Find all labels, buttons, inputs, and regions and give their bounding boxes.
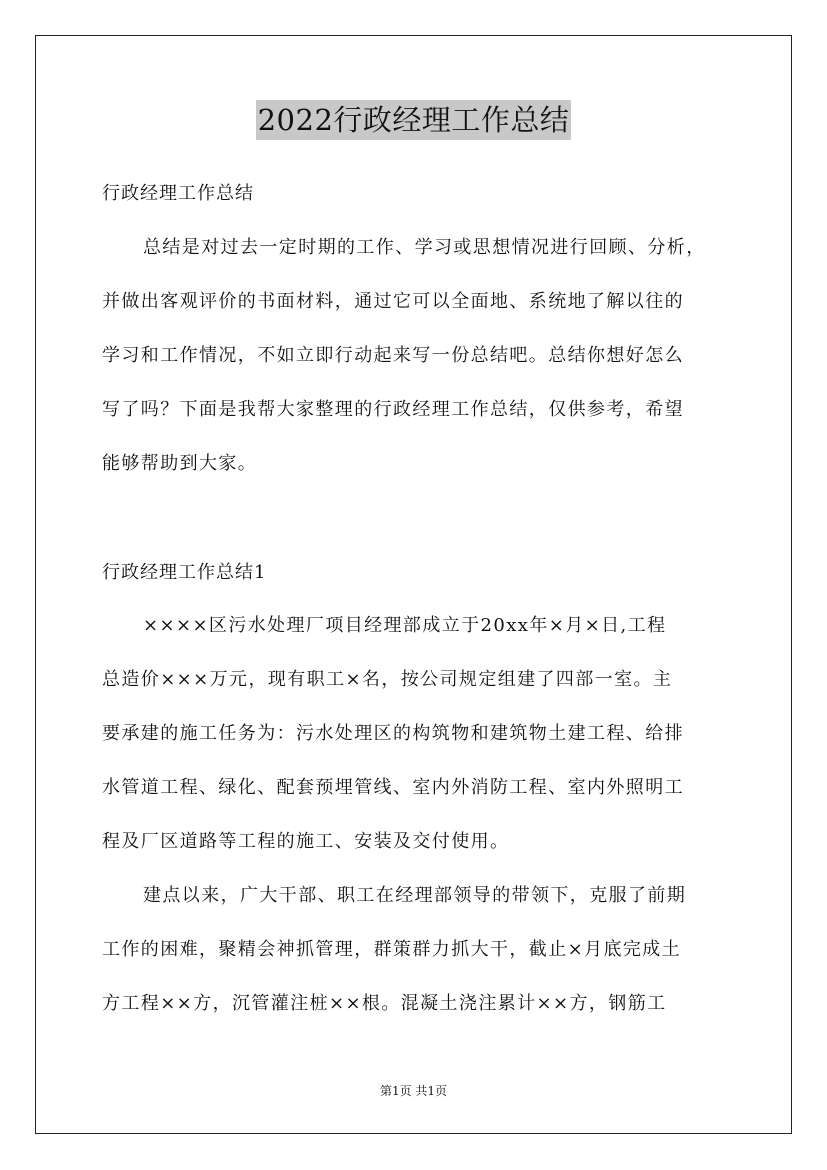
paragraph-line: 总结是对过去一定时期的工作、学习或思想情况进行回顾、分析， [143,237,706,258]
paragraph-line: 学习和工作情况，不如立即行动起来写一份总结吧。总结你想好怎么 [102,345,684,366]
document-title: 2022行政经理工作总结 [256,100,572,140]
title-container [0,100,827,140]
paragraph-line: 程及厂区道路等工程的施工、安装及交付使用。 [102,831,510,852]
paragraph-line: 并做出客观评价的书面材料，通过它可以全面地、系统地了解以往的 [102,291,684,312]
page-footer: 第1页 共1页 [379,1084,448,1098]
section-heading-main: 行政经理工作总结 [102,183,254,204]
paragraph-line: 工作的困难，聚精会神抓管理，群策群力抓大干，截止×月底完成土 [102,939,682,960]
paragraph-line: 总造价×××万元，现有职工×名，按公司规定组建了四部一室。主 [102,669,673,690]
paragraph-line: 方工程××方，沉管灌注桩××根。混凝土浇注累计××方，钢筋工 [102,993,667,1014]
paragraph-line: ××××区污水处理厂项目经理部成立于20xx年×月×日,工程 [143,615,667,636]
paragraph-line: 要承建的施工任务为：污水处理区的构筑物和建筑物土建工程、给排 [102,723,684,744]
section-heading-1: 行政经理工作总结1 [102,562,267,583]
paragraph-line: 写了吗？下面是我帮大家整理的行政经理工作总结，仅供参考，希望 [102,399,684,420]
paragraph-line: 能够帮助到大家。 [102,453,258,474]
paragraph-line: 建点以来，广大干部、职工在经理部领导的带领下，克服了前期 [143,885,687,906]
paragraph-line: 水管道工程、绿化、配套预埋管线、室内外消防工程、室内外照明工 [102,777,684,798]
